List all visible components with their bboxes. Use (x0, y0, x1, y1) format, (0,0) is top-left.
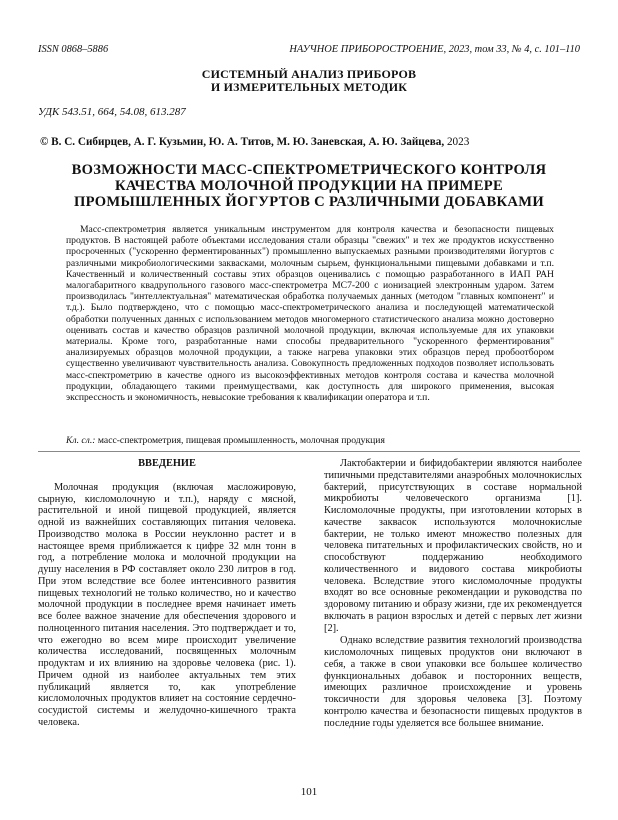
right-column (324, 458, 582, 729)
keywords-label: Кл. сл.: (66, 435, 96, 446)
section-heading (0, 68, 618, 93)
issn-header: ISSN 0868–5886 (38, 44, 109, 55)
author-year: 2023 (446, 136, 470, 148)
article-title-line2: КАЧЕСТВА МОЛОЧНОЙ ПРОДУКЦИИ НА ПРИМЕРЕ (114, 178, 504, 195)
keywords-text: масс-спектрометрия, пищевая промышленность, молочная продукция (95, 435, 385, 446)
keywords (66, 435, 554, 446)
journal-header: НАУЧНОЕ ПРИБОРОСТРОЕНИЕ, 2023, том 33, № 4, с. 101–110 (289, 44, 580, 55)
author-list (40, 136, 469, 148)
intro-paragraph-2: Лактобактерии и бифидобактерии являются наиболее типичными представителями анаэробных молочнокислых бактерий, присутствующих в составе нормальной микробиоты человеческого организма [1]. Кисломолочные продукты, при изготовлении которых в качестве заквасок используются молочнокислые бактерии, не только имеют множество полезных для человека питательных и профилактических свойств, но и способствуют поддержанию необходимого количественного и видового состава микробиоты человека. Вследствие этого кисломолочные продукты входят во все основные рекомендации и руководства по здоровому питанию и образу жизни, где их рекомендуется включать в рацион взрослых и детей с первых лет жизни [2]. (324, 458, 582, 634)
left-column (38, 458, 296, 729)
udk-code: УДК 543.51, 664, 54.08, 613.287 (38, 106, 186, 118)
article-title (40, 162, 578, 211)
divider (38, 451, 580, 452)
intro-heading: ВВЕДЕНИЕ (138, 458, 196, 469)
abstract: Масс-спектрометрия является уникальным инструментом для контроля качества и безопасности пищевых продуктов. В настоящей работе объектами исследования стали образцы "свежих" и тех же продуктов искусственно просроченных ("ускоренно ферментированных") промышленно выпускаемых разными производителями йогуртов с различными микробиологическими заквасками, молочным сырьем, функциональными пищевыми добавками и т.п. Качественный и количественный составы этих образцов оценивались с помощью разработанного в ИАП РАН малогабаритного квадрупольного газового масс-спектрометра МС7-200 с ионизацией электронным ударом. Затем производилась "интеллектуальная" математическая обработка получаемых данных (методом "главных компонент" и т.д.). Было подтверждено, что с помощью масс-спектрометрического анализа и последующей математической обработки полученных данных с использованием методов многомерного статистического анализа можно достоверно оценивать состав и качество образцов различной молочной продукции, включая используемые для их упаковки материалы. Кроме того, разработанные нами способы предварительного "ускоренного ферментирования" анализируемых образцов молочной продукции, а также нагрева упаковки этих образцов перед пробоотбором существенно увеличивают чувствительность анализа. Совокупность предложенных подходов позволяет использовать масс-спектрометрию в качестве одного из высокоэффективных методов контроля состава и качества молочной продукции, обладающего такими преимуществами, как доступность для широкого применения, высокая экспрессность и экономичность, невысокие требования к квалификации оператора и т.п. (66, 224, 554, 404)
article-title-line3: ПРОМЫШЛЕННЫХ ЙОГУРТОВ С РАЗЛИЧНЫМИ ДОБАВКАМИ (74, 194, 544, 211)
author-names: © В. С. Сибирцев, А. Г. Кузьмин, Ю. А. Титов, М. Ю. Заневская, А. Ю. Зайцева, (40, 136, 445, 148)
section-heading-line2: И ИЗМЕРИТЕЛЬНЫХ МЕТОДИК (210, 79, 408, 94)
intro-paragraph-1: Молочная продукция (включая масложировую, сырную, кисломолочную и т.п.), наряду с мясной, растительной и иной пищевой продукцией, является одной из важнейших составляющих питания человека. Производство молока в России неуклонно растет и в настоящее время приближается к цифре 32 млн тонн в год, а потребление молока и молочной продукции на душу населения в РФ составляет около 230 литров в год. При этом вследствие все более интенсивного развития пищевых технологий не только количество, но и качество молочной продукции в последнее время начинает иметь все более важное значение для обеспечения здорового и полноценного питания населения. Это подтверждает и то, что ежегодно во всем мире происходит увеличение количества исследований, посвященных молочным продуктам и их влиянию на здоровье человека (рис. 1). Причем одной из наиболее актуальных тем этих публикаций является то, как употребление кисломолочных продуктов влияет на состояние сердечно-сосудистой системы и желудочно-кишечного тракта человека. (38, 481, 296, 728)
intro-paragraph-3: Однако вследствие развития технологий производства кисломолочных пищевых продуктов они включают в себя, а также в свои упаковки все большее количество функциональных добавок и посторонних веществ, имеющих различное происхождение и уровень токсичности для здоровья человека [3]. Поэтому контролю качества и безопасности пищевых продуктов в последние годы уделяется все большее внимание. (324, 635, 582, 729)
article-title-line1: ВОЗМОЖНОСТИ МАСС-СПЕКТРОМЕТРИЧЕСКОГО КОНТРОЛЯ (71, 162, 547, 178)
section-heading-line1: СИСТЕМНЫЙ АНАЛИЗ ПРИБОРОВ (201, 67, 417, 81)
page-number: 101 (300, 786, 318, 798)
